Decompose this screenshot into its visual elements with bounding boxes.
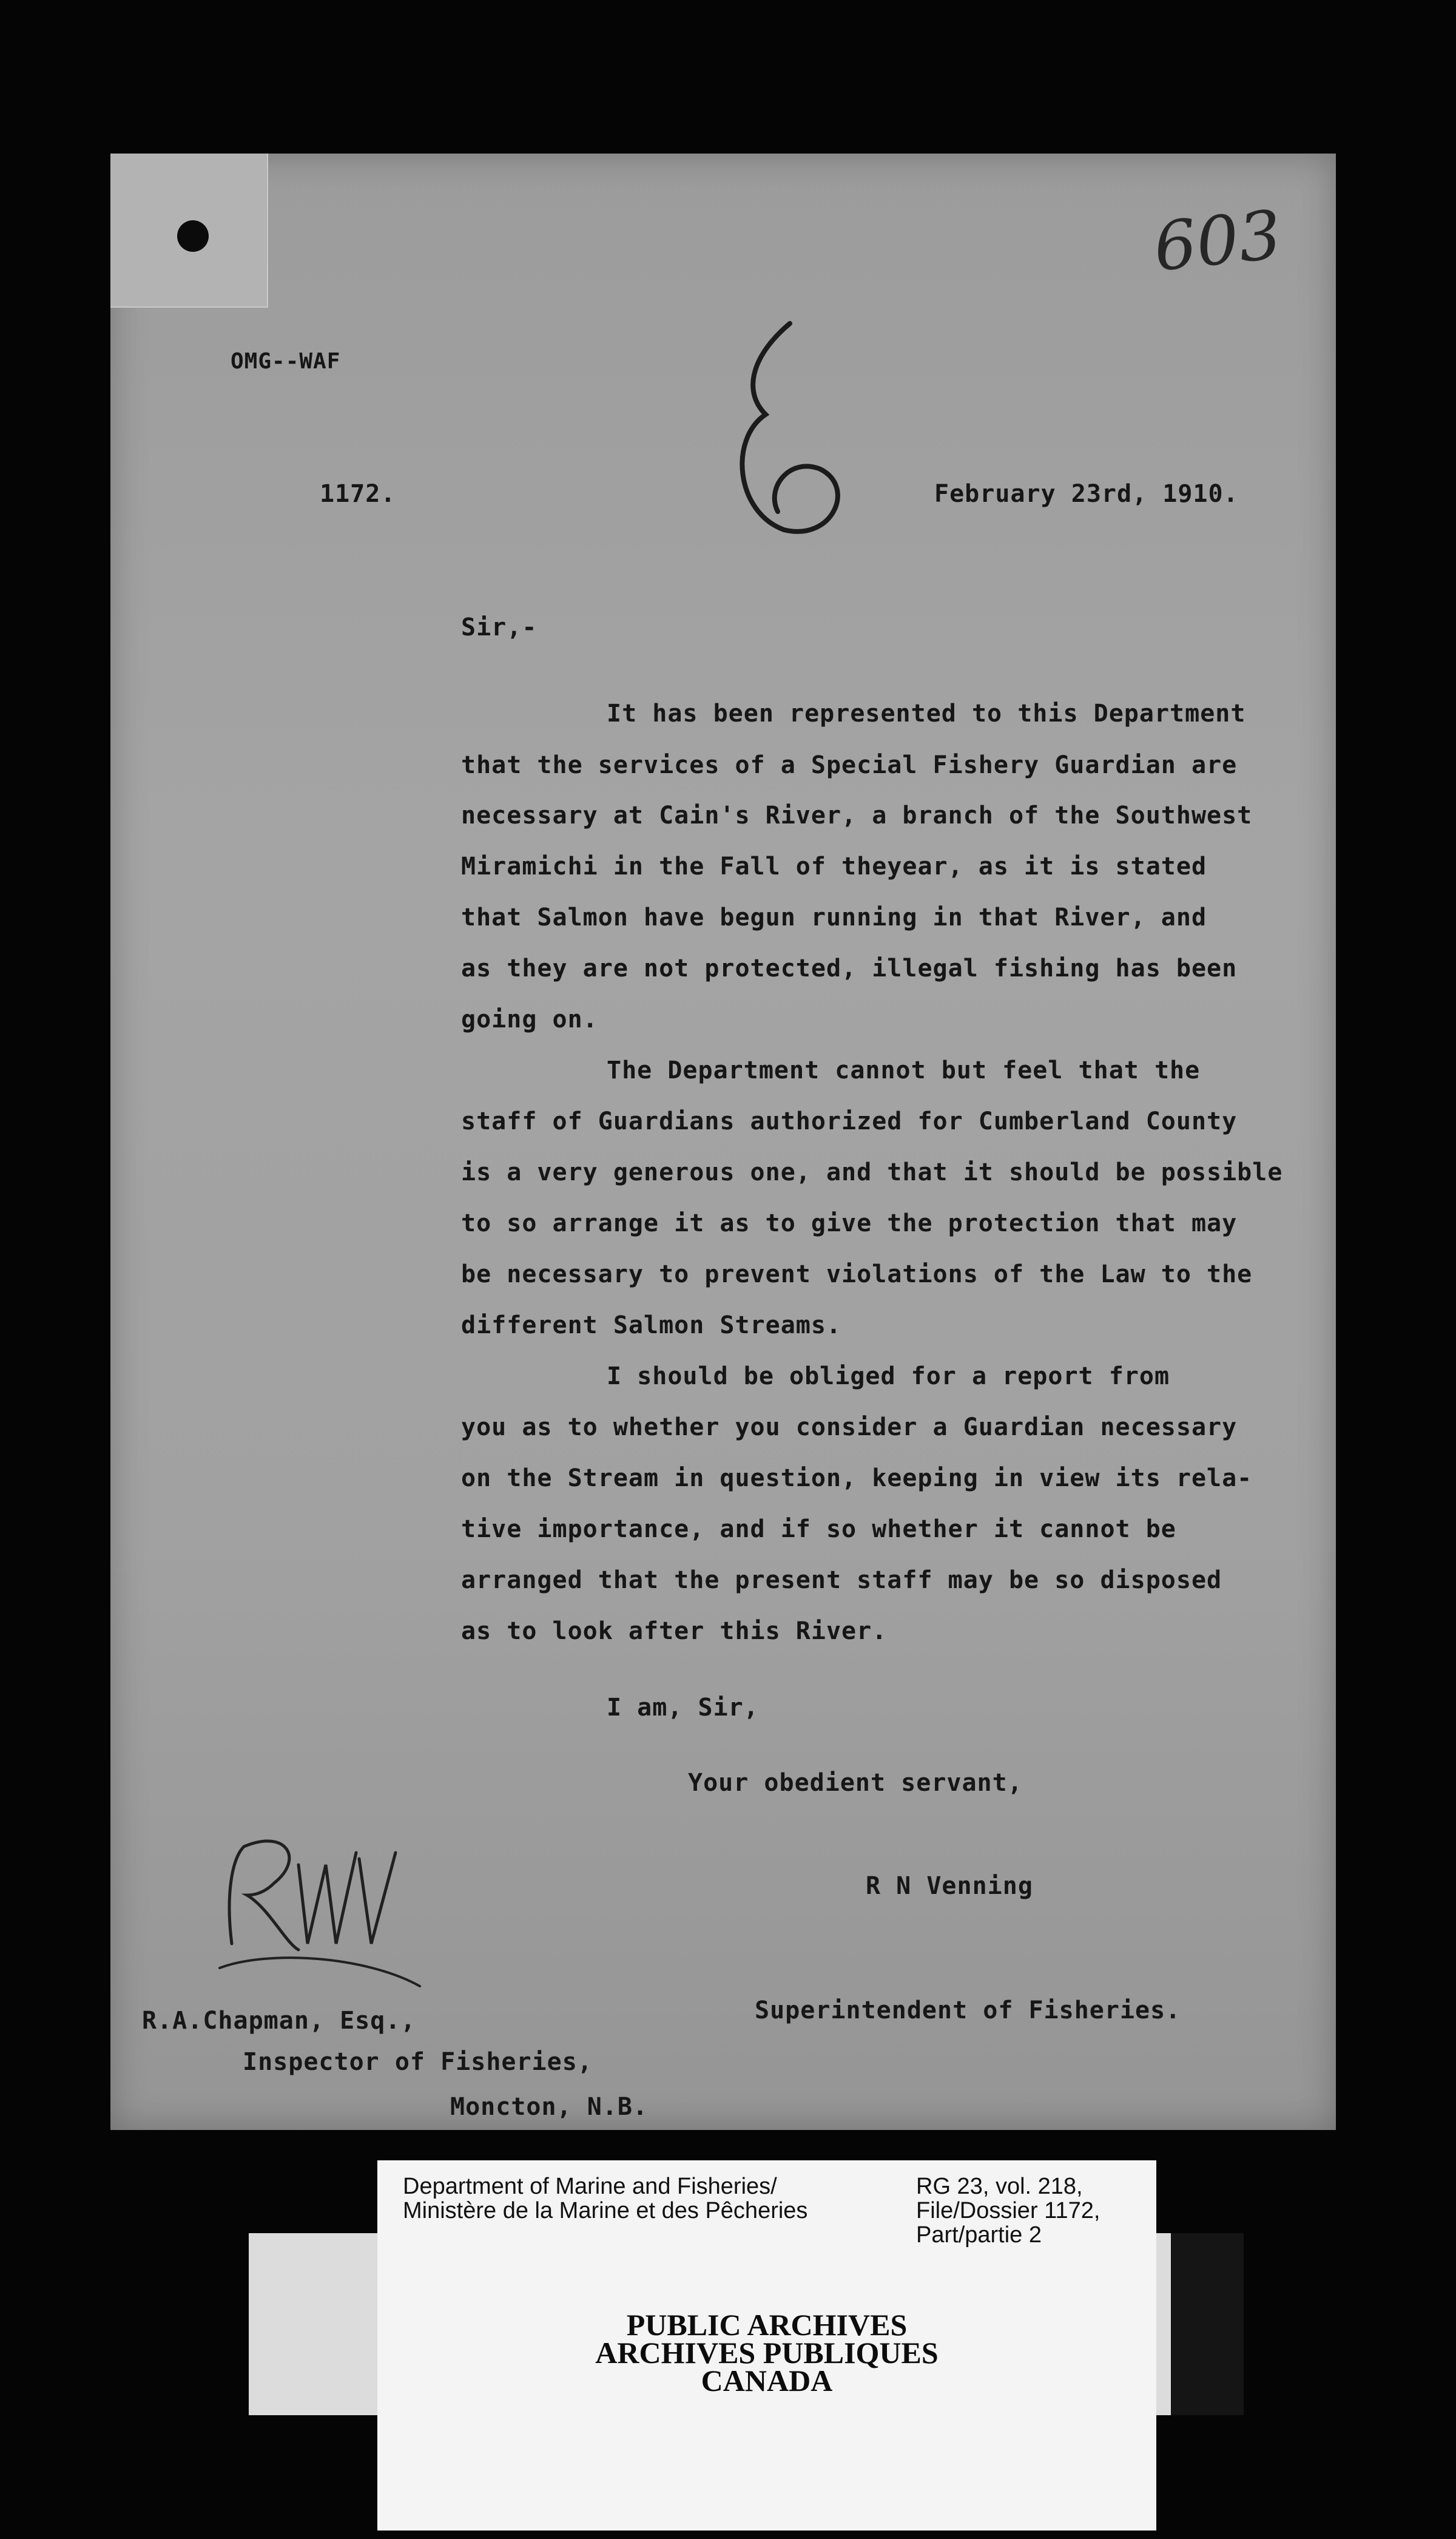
recipient-name: R.A.Chapman, Esq., [142, 2007, 416, 2035]
archive-label [377, 2160, 1156, 2531]
archive-name-english: PUBLIC ARCHIVES [626, 2308, 908, 2342]
body-line: I should be obliged for a report from [607, 1362, 1170, 1390]
department-english: Department of Marine and Fisheries/ [403, 2174, 777, 2199]
file-number: 1172. [320, 480, 396, 508]
page-number-handwritten: 603 [1150, 195, 1286, 286]
body-line: tive importance, and if so whether it cannot be [461, 1515, 1176, 1543]
archive-reference-3: Part/partie 2 [916, 2222, 1042, 2248]
archive-reference-1: RG 23, vol. 218, [916, 2174, 1083, 2199]
letter-date: February 23rd, 1910. [934, 480, 1239, 508]
signatory-title: Superintendent of Fisheries. [755, 1996, 1181, 2024]
body-line: you as to whether you consider a Guardian necessary [461, 1413, 1238, 1441]
handwritten-initials [195, 1804, 450, 1998]
body-line: necessary at Cain's River, a branch of the Southwest [461, 802, 1253, 830]
label-strip-shadow [1171, 2233, 1244, 2415]
body-line: is a very generous one, and that it should be possible [461, 1158, 1283, 1186]
body-line: Miramichi in the Fall of theyear, as it is stated [461, 853, 1207, 881]
body-line: It has been represented to this Department [607, 700, 1246, 728]
archive-country: CANADA [701, 2364, 833, 2398]
body-line: on the Stream in question, keeping in view its rela- [461, 1464, 1253, 1492]
signatory-name: R N Venning [866, 1872, 1033, 1900]
body-line: going on. [461, 1006, 598, 1033]
closing: I am, Sir, [607, 1694, 759, 1722]
recipient-title: Inspector of Fisheries, [243, 2048, 593, 2076]
archive-name-french: ARCHIVES PUBLIQUES [595, 2336, 939, 2370]
body-line: as to look after this River. [461, 1617, 888, 1645]
salutation: Sir,- [461, 614, 538, 641]
archive-reference-2: File/Dossier 1172, [916, 2198, 1100, 2223]
file-marginal-mark [717, 311, 875, 554]
body-line: be necessary to prevent violations of the Law to the [461, 1260, 1253, 1288]
body-line: that Salmon have begun running in that River, and [461, 904, 1207, 931]
body-line: as they are not protected, illegal fishing has been [461, 955, 1238, 982]
folded-corner [110, 154, 268, 308]
body-line: that the services of a Special Fishery Guardian are [461, 751, 1238, 779]
body-line: to so arrange it as to give the protection that may [461, 1209, 1238, 1237]
body-line: The Department cannot but feel that the [607, 1057, 1201, 1084]
punch-hole [177, 220, 209, 252]
body-line: staff of Guardians authorized for Cumberland County [461, 1107, 1238, 1135]
body-line: different Salmon Streams. [461, 1311, 842, 1339]
recipient-location: Moncton, N.B. [450, 2093, 649, 2121]
complimentary-close: Your obedient servant, [688, 1769, 1023, 1797]
letter-page [110, 154, 1336, 2130]
department-french: Ministère de la Marine et des Pêcheries [403, 2198, 808, 2223]
reference-initials: OMG--WAF [231, 349, 341, 374]
body-line: arranged that the present staff may be so disposed [461, 1566, 1222, 1594]
